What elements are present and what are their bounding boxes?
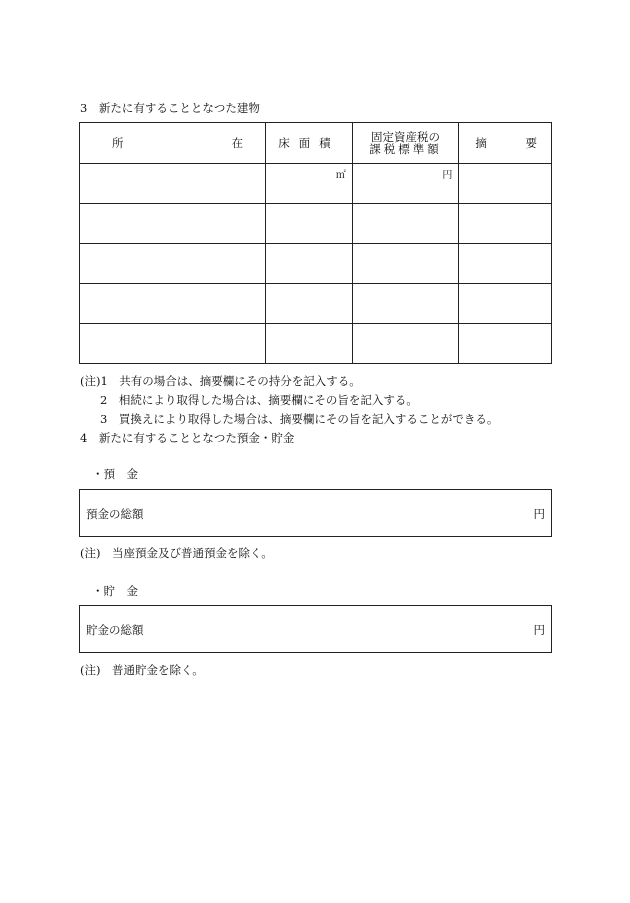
cell-tax[interactable] [352,204,459,244]
header-floor-area [266,123,353,164]
section-3-title: 3 新たに有することとなつた建物 [80,101,260,115]
header-tax-base [352,123,459,164]
cell-location[interactable] [80,284,266,324]
cell-location[interactable] [80,164,266,204]
deposit-total-box[interactable] [79,489,552,537]
table-header-row [80,123,552,164]
table-row [80,204,552,244]
savings-note: (注) 普通貯金を除く。 [80,663,204,677]
header-remarks [459,123,552,164]
table-row [80,324,552,364]
cell-remarks[interactable] [459,244,552,284]
section-4-title: 4 新たに有することとなつた預金・貯金 [80,431,295,445]
cell-area[interactable] [266,244,353,284]
table-row [80,164,552,204]
cell-area[interactable] [266,284,353,324]
buildings-table [79,122,552,364]
cell-remarks[interactable] [459,204,552,244]
cell-tax[interactable] [352,284,459,324]
deposit-unit: 円 [533,507,545,521]
cell-area[interactable] [266,324,353,364]
deposit-total-label: 預金の総額 [86,507,144,521]
cell-location[interactable] [80,244,266,284]
header-location-b: 在 [231,136,244,150]
unit-sqm: ㎡ [335,170,346,181]
savings-total-label: 貯金の総額 [86,623,144,637]
savings-unit: 円 [533,623,545,637]
deposit-heading: ・預 金 [92,467,138,481]
cell-remarks[interactable] [459,164,552,204]
savings-heading: ・貯 金 [92,584,138,598]
header-location [80,123,266,164]
header-tax-line2: 課税標準額 [369,142,442,156]
header-area-text: 床面積 [278,136,340,150]
cell-area[interactable] [266,164,353,204]
cell-location[interactable] [80,204,266,244]
cell-remarks[interactable] [459,324,552,364]
savings-total-box[interactable] [79,605,552,653]
note-1: (注)1 共有の場合は、摘要欄にその持分を記入する。 [80,374,361,388]
cell-tax[interactable] [352,324,459,364]
header-location-a: 所 [112,136,124,150]
cell-tax[interactable] [352,164,459,204]
table-row [80,244,552,284]
cell-area[interactable] [266,204,353,244]
header-tax-line1: 固定資産税の [371,130,441,144]
unit-yen: 円 [442,170,453,181]
cell-tax[interactable] [352,244,459,284]
note-2: 2 相続により取得した場合は、摘要欄にその旨を記入する。 [100,393,418,407]
table-row [80,284,552,324]
header-remarks-a: 摘 [475,136,487,150]
note-3: 3 買換えにより取得した場合は、摘要欄にその旨を記入することができる。 [100,412,499,426]
deposit-note: (注) 当座預金及び普通預金を除く。 [80,546,273,560]
cell-remarks[interactable] [459,284,552,324]
cell-location[interactable] [80,324,266,364]
header-remarks-b: 要 [525,136,537,150]
